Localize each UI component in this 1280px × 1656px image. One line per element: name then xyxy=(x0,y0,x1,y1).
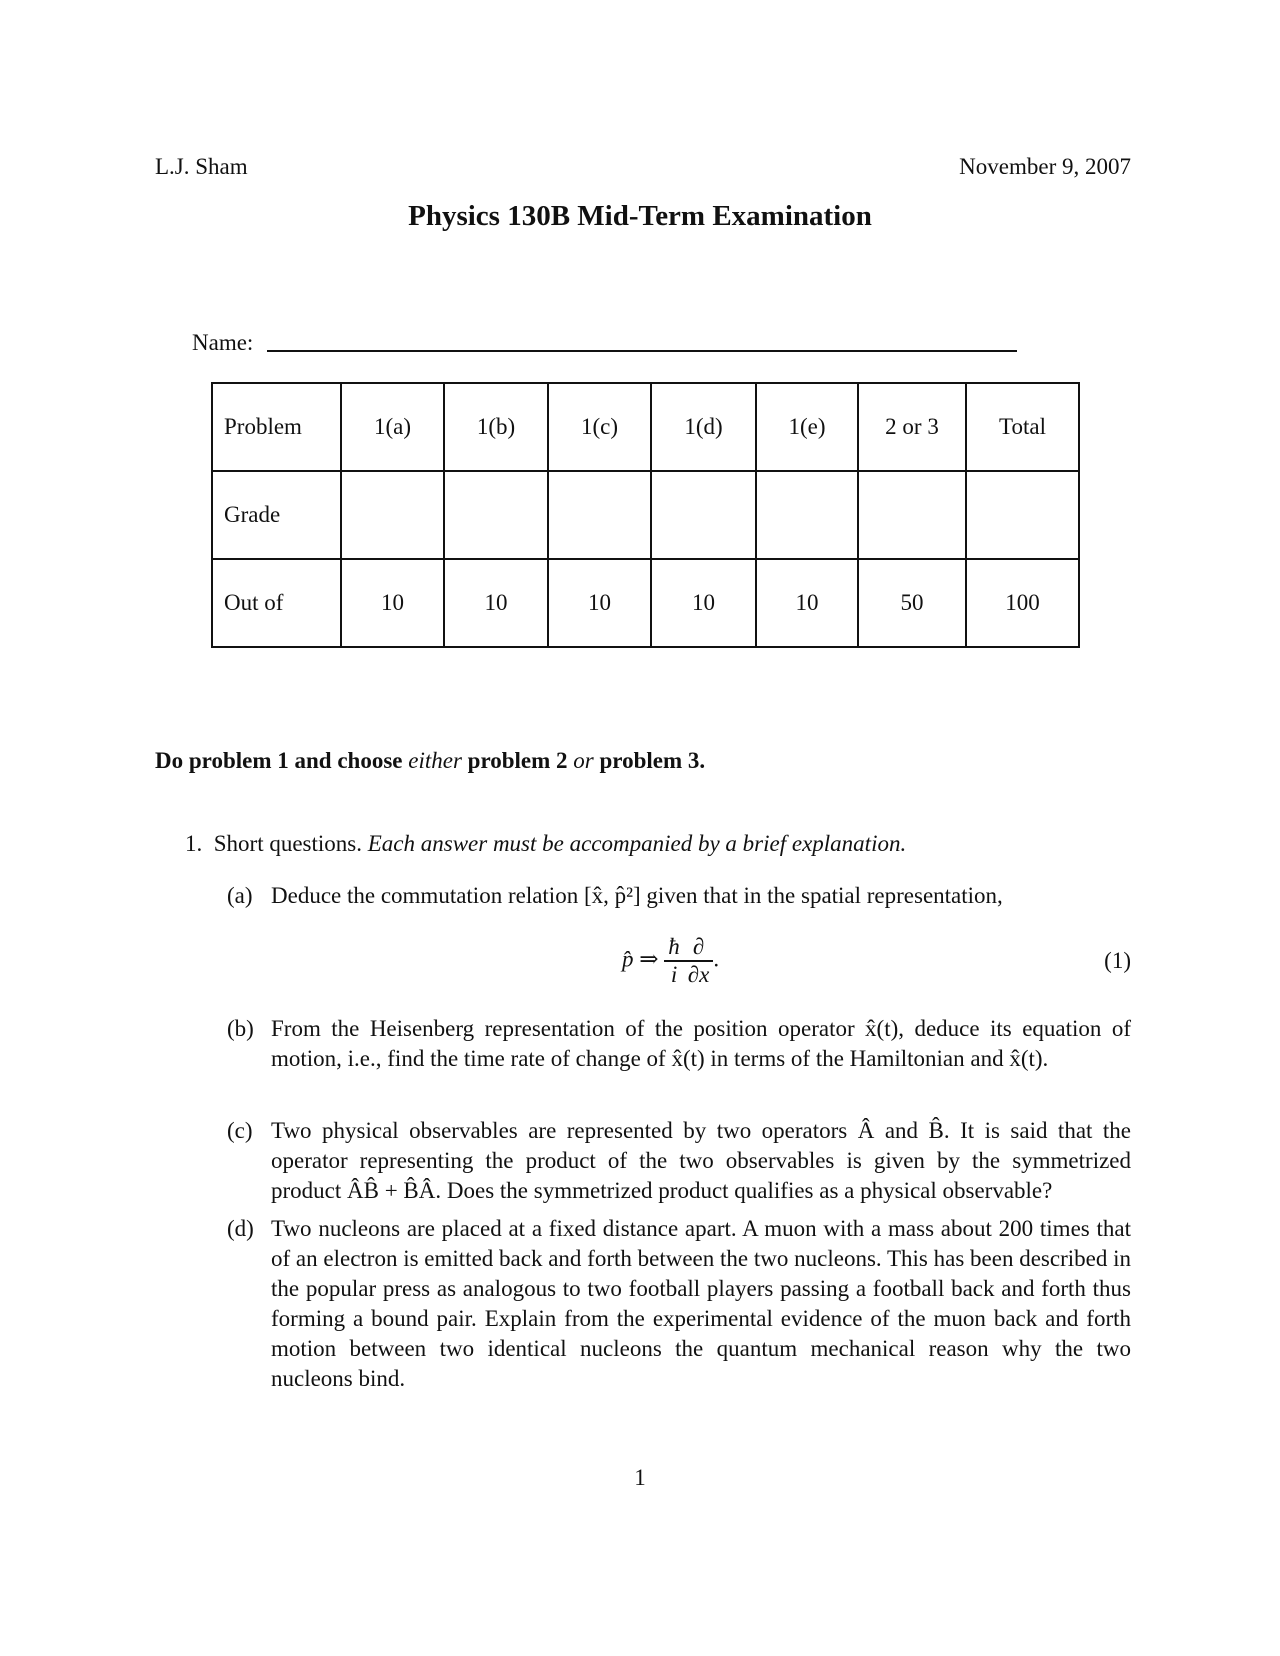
equation-fraction xyxy=(684,934,714,988)
fraction-numerator: ∂ xyxy=(692,934,705,959)
author-name: L.J. Sham xyxy=(155,154,248,179)
question-label: (b) xyxy=(227,1016,254,1041)
name-blank-line xyxy=(267,350,1017,352)
table-cell: 100 xyxy=(966,559,1079,647)
table-header-row xyxy=(212,383,1079,471)
question-1d xyxy=(227,1214,1131,1394)
table-cell: 50 xyxy=(858,559,966,647)
problem-intro: Short questions. xyxy=(213,831,362,856)
instruction-or: or xyxy=(573,748,594,773)
question-text: Two nucleons are placed at a fixed distance apart. A muon with a mass about 200 times that of an electron is emitted back and forth between the two nucleons. This has been described in the popular press as analogous to two football players passing a football back and forth thus forming a bound pair. Explain from the experimental evidence of the muon back and forth motion between two identical nucleons the quantum mechanical reason why the two nucleons bind. xyxy=(271,1216,1131,1391)
table-outof-row xyxy=(212,559,1079,647)
instruction-either: either xyxy=(408,748,462,773)
problem-intro-italic: Each answer must be accompanied by a brief explanation. xyxy=(367,831,907,856)
grade-cell-1c[interactable] xyxy=(548,471,651,559)
question-1a xyxy=(227,881,1131,911)
table-cell: 1(a) xyxy=(341,383,444,471)
fraction-denominator: i xyxy=(664,960,684,988)
grade-table xyxy=(211,382,1080,648)
fraction-denominator: ∂x xyxy=(684,960,714,988)
table-grade-row xyxy=(212,471,1079,559)
instruction-part: Do problem 1 and choose xyxy=(155,748,409,773)
instruction-text xyxy=(155,748,705,774)
question-text: Deduce the commutation relation [x̂, p̂²] given that in the spatial representation, xyxy=(271,883,1003,908)
name-label: Name: xyxy=(192,330,254,355)
equation-end: . xyxy=(713,946,720,972)
question-1c xyxy=(227,1116,1131,1206)
table-cell: 10 xyxy=(548,559,651,647)
table-cell: Problem xyxy=(212,383,341,471)
table-cell: 1(b) xyxy=(444,383,548,471)
grade-cell-2or3[interactable] xyxy=(858,471,966,559)
table-cell: Total xyxy=(966,383,1079,471)
fraction-numerator: ħ xyxy=(668,934,680,959)
table-cell: 2 or 3 xyxy=(858,383,966,471)
table-cell: Out of xyxy=(212,559,341,647)
question-text: From the Heisenberg representation of the position operator x̂(t), deduce its equation of motion, i.e., find the time rate of change of x̂(t) in terms of the Hamiltonian and x̂(t). xyxy=(271,1016,1131,1071)
problem-number: 1. xyxy=(185,831,203,856)
table-cell: Grade xyxy=(212,471,341,559)
equation-number: (1) xyxy=(1104,948,1131,973)
question-text: Two physical observables are represented by two operators Â and B̂. It is said that the operator representing the product of the two observables is given by the symmetrized product ÂB̂ + B̂Â. Does the symmetrized product qualifies as a physical observable? xyxy=(271,1118,1131,1203)
table-cell: 10 xyxy=(341,559,444,647)
grade-cell-1e[interactable] xyxy=(756,471,858,559)
table-cell: 1(e) xyxy=(756,383,858,471)
table-cell: 10 xyxy=(444,559,548,647)
equation-fraction xyxy=(664,934,684,988)
page-title: Physics 130B Mid-Term Examination xyxy=(408,200,872,232)
page-number: 1 xyxy=(634,1465,646,1490)
question-label: (d) xyxy=(227,1216,254,1241)
grade-cell-1a[interactable] xyxy=(341,471,444,559)
equation-lhs: p̂ ⇒ xyxy=(622,946,659,972)
instruction-part: problem 2 xyxy=(461,748,574,773)
table-cell: 10 xyxy=(756,559,858,647)
question-label: (a) xyxy=(227,883,253,908)
instruction-part: problem 3. xyxy=(593,748,706,773)
table-cell: 10 xyxy=(651,559,756,647)
grade-cell-1b[interactable] xyxy=(444,471,548,559)
exam-date: November 9, 2007 xyxy=(959,154,1131,179)
question-label: (c) xyxy=(227,1118,253,1143)
table-cell: 1(c) xyxy=(548,383,651,471)
problem-1-heading xyxy=(185,831,906,857)
question-1b xyxy=(227,1014,1131,1074)
equation-1 xyxy=(622,934,719,988)
table-cell: 1(d) xyxy=(651,383,756,471)
grade-cell-total[interactable] xyxy=(966,471,1079,559)
grade-cell-1d[interactable] xyxy=(651,471,756,559)
